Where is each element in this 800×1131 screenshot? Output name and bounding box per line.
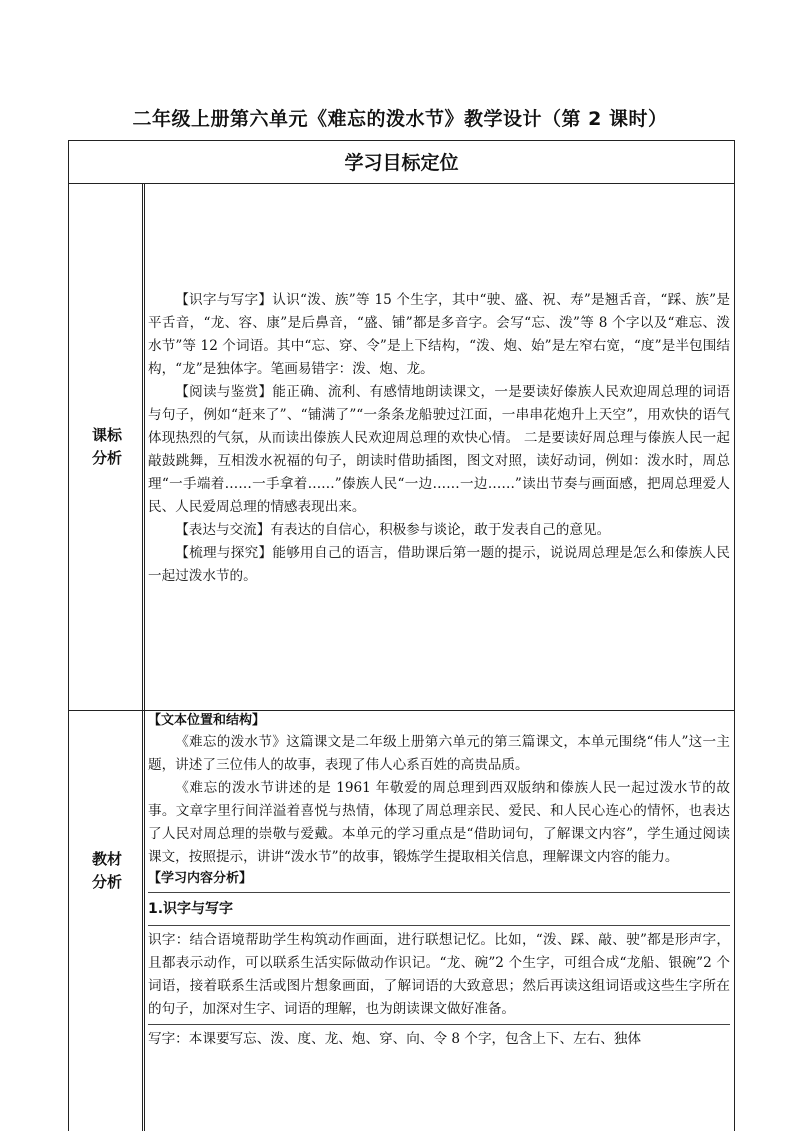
label-column-divider-inner [144,183,145,1131]
textbook-analysis-content [148,711,730,1051]
document-title: 二年级上册第六单元《难忘的泼水节》教学设计（第 2 课时） [132,108,668,130]
textbook-label-line2: 分析 [91,873,122,891]
paragraph-literacy: 【识字与写字】认识“泼、族”等 15 个生字，其中“驶、盛、祝、寿”是翘舌音，“踩、族”是平舌音，“龙、容、康”是后鼻音，“盛、铺”都是多音字。会写“忘、泼”等 8 个字以及“难忘、泼水节”等 12 个词语。其中“忘、穿、令”是上下结构，“泼、炮、始”是左窄右宽，“度”是半包围结构，“龙”是独体字。笔画易错字：泼、炮、龙。 [148,292,731,377]
character-recognition-paragraph: 识字：结合语境帮助学生构筑动作画面，进行联想记忆。比如，“泼、踩、敲、驶”都是形声字，且都表示动作，可以联系生活实际做动作识记。“龙、碗”2 个生字，可组合成“龙船、银碗”2 个词语，接着联系生活或图片想象画面，了解词语的大致意思；然后再读这组词语或这些生字所在的句子，加深对生字、词语的理解，也为朗读课文做好准备。 [148,932,730,1017]
textbook-label-line1: 教材 [91,850,122,868]
paragraph-reading: 【阅读与鉴赏】能正确、流利、有感情地朗读课文，一是要读好傣族人民欢迎周总理的词语与句子，例如“赶来了”、“铺满了”“一条条龙船驶过江面，一串串花炮升上天空”，用欢快的语气体现热烈的气氛，从而读出傣族人民欢迎周总理的欢快心情。 二是要读好周总理与傣族人民一起敲鼓跳舞，互相泼水祝福的句子，朗读时借助插图，图文对照，读好动词，例如：泼水时，周总理“一手端着……一手拿着……”傣族人民“一边……一边……”读出节奏与画面感，把周总理爱人民、人民爱周总理的情感表现出来。 [148,384,731,515]
subheading-underline [148,925,730,926]
paragraph-underline [148,1024,730,1025]
header-bottom-border [68,183,735,184]
literacy-subheading: 1.识字与写字 [148,901,234,917]
heading-underline [148,892,730,893]
curriculum-label-line2: 分析 [91,449,122,467]
character-writing-paragraph: 写字：本课要写忘、泼、度、龙、炮、穿、向、令 8 个字，包含上下、左右、独体 [148,1031,642,1047]
lesson-design-table [68,140,735,1131]
section-header: 学习目标定位 [344,152,459,174]
textbook-analysis-label [68,848,146,894]
text-structure-heading: 【文本位置和结构】 [148,713,266,728]
label-column-divider [142,183,143,1131]
paragraph-exploration: 【梳理与探究】能够用自己的语言，借助课后第一题的提示，说说周总理是怎么和傣族人民一起过泼水节的。 [148,545,731,584]
learning-content-heading: 【学习内容分析】 [148,871,253,886]
text-story-paragraph: 《难忘的泼水节讲述的是 1961 年敬爱的周总理到西双版纳和傣族人民一起过泼水节的故事。文章字里行间洋溢着喜悦与热情，体现了周总理亲民、爱民、和人民心连心的情怀，也表达了人民对周总理的崇敬与爱戴。本单元的学习重点是“借助词句，了解课文内容”，学生通过阅读课文，按照提示，讲讲“泼水节”的故事，锻炼学生提取相关信息，理解课文内容的能力。 [148,780,730,865]
curriculum-analysis-label [68,424,146,470]
curriculum-analysis-content [148,289,730,588]
table-left-border [68,140,69,1131]
curriculum-label-line1: 课标 [91,426,122,444]
text-position-paragraph: 《难忘的泼水节》这篇课文是二年级上册第六单元的第三篇课文，本单元围绕“伟人”这一主题，讲述了三位伟人的故事，表现了伟人心系百姓的高贵品质。 [148,734,730,773]
paragraph-expression: 【表达与交流】有表达的自信心，积极参与谈论，敢于发表自己的意见。 [175,522,611,538]
table-right-border [734,140,735,1131]
